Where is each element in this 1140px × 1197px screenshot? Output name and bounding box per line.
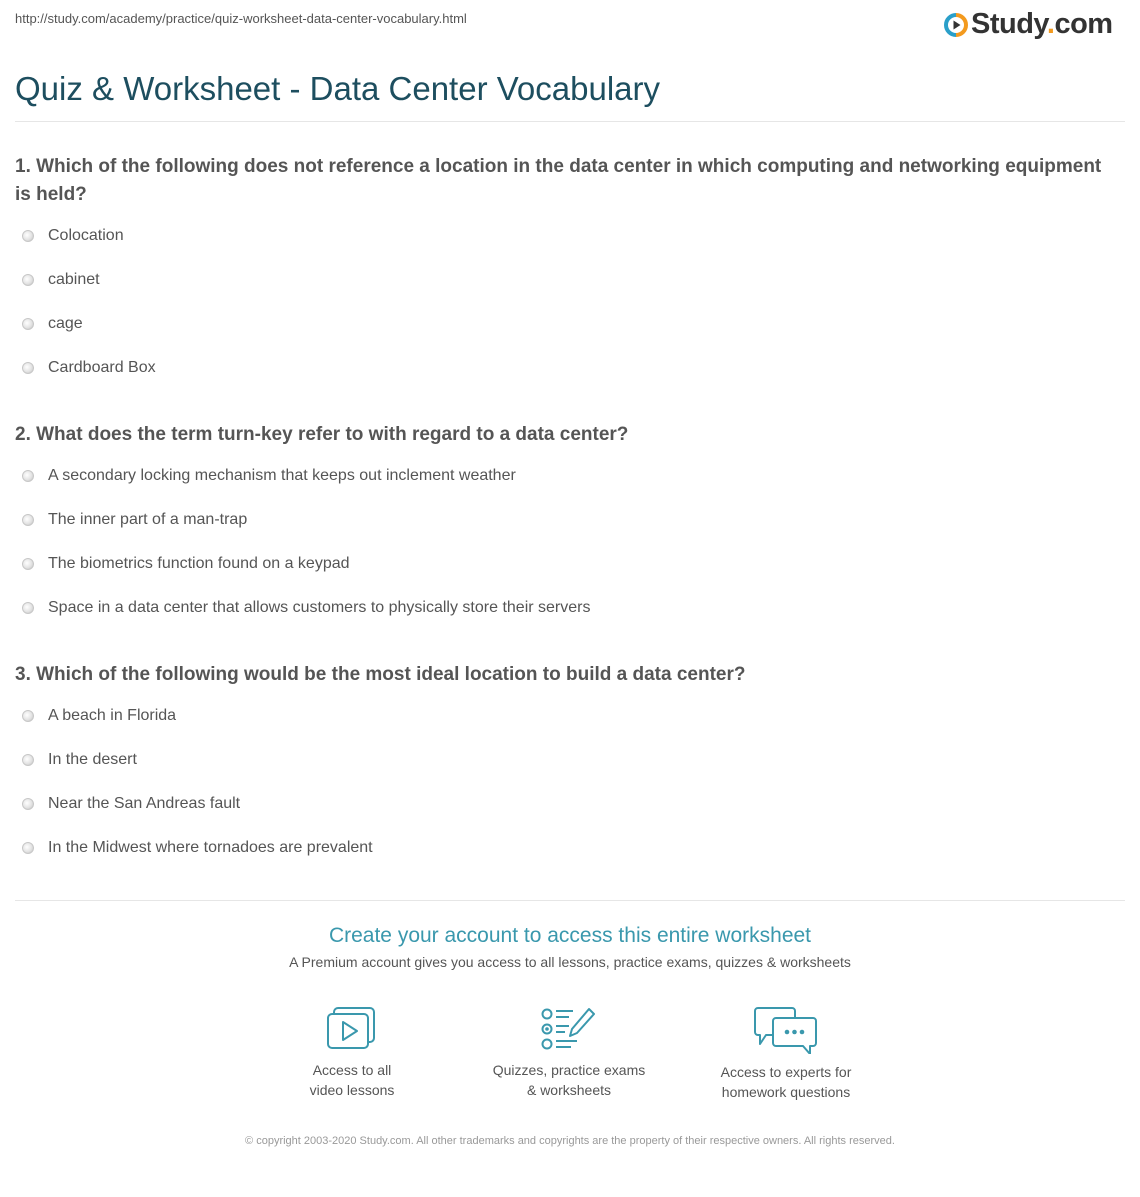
option-label: The biometrics function found on a keypad — [48, 555, 350, 572]
option-label: Near the San Andreas fault — [48, 795, 241, 812]
feature-label: Access to experts for — [720, 1064, 852, 1080]
option[interactable] — [22, 707, 176, 725]
option[interactable] — [22, 599, 590, 617]
question-3: 3. Which of the following would be the most ideal location to build a data center? — [15, 664, 746, 685]
option[interactable] — [22, 511, 247, 529]
quiz-checklist-icon — [541, 1006, 597, 1052]
feature-label: video lessons — [309, 1082, 395, 1098]
option[interactable] — [22, 227, 124, 245]
radio-button[interactable] — [22, 230, 34, 242]
option-label: cage — [48, 315, 83, 332]
radio-button[interactable] — [22, 842, 34, 854]
question-1: 1. Which of the following does not reference a location in the data center in which computing and networking equipment is held? — [15, 156, 1102, 205]
feature-quizzes — [479, 1006, 659, 1100]
option-label: Space in a data center that allows customers to physically store their servers — [48, 599, 591, 616]
radio-button[interactable] — [22, 602, 34, 614]
chat-bubbles-icon — [754, 1006, 818, 1054]
feature-video-lessons — [262, 1006, 442, 1100]
radio-button[interactable] — [22, 318, 34, 330]
option-label: Cardboard Box — [48, 359, 156, 376]
radio-button[interactable] — [22, 754, 34, 766]
feature-label: homework questions — [721, 1084, 851, 1100]
feature-label: Quizzes, practice exams — [492, 1062, 646, 1078]
option[interactable] — [22, 795, 240, 813]
option[interactable] — [22, 751, 137, 769]
feature-label: & worksheets — [526, 1082, 612, 1098]
radio-button[interactable] — [22, 558, 34, 570]
option-label: The inner part of a man-trap — [48, 511, 248, 528]
radio-button[interactable] — [22, 362, 34, 374]
study-logo[interactable] — [944, 8, 1113, 41]
option[interactable] — [22, 467, 516, 485]
option-label: Colocation — [48, 227, 124, 244]
option-label: A beach in Florida — [48, 707, 177, 724]
logo-text: Study.com — [971, 8, 1113, 40]
page-url: http://study.com/academy/practice/quiz-worksheet-data-center-vocabulary.html — [15, 11, 467, 26]
cta-title[interactable]: Create your account to access this entire worksheet — [328, 924, 812, 947]
page-title: Quiz & Worksheet - Data Center Vocabulary — [15, 70, 661, 107]
option-label: In the desert — [48, 751, 137, 768]
divider — [15, 121, 1125, 122]
radio-button[interactable] — [22, 274, 34, 286]
play-circle-icon — [944, 13, 968, 37]
option[interactable] — [22, 839, 373, 857]
feature-label: Access to all — [312, 1062, 392, 1078]
copyright: © copyright 2003-2020 Study.com. All other trademarks and copyrights are the property of their respective owners. All rights reserved. — [245, 1135, 895, 1147]
radio-button[interactable] — [22, 470, 34, 482]
video-lessons-icon — [326, 1006, 378, 1052]
option[interactable] — [22, 555, 350, 573]
option-label: A secondary locking mechanism that keeps out inclement weather — [48, 467, 516, 484]
option-label: cabinet — [48, 271, 100, 288]
feature-experts — [696, 1006, 876, 1102]
divider — [15, 900, 1125, 901]
radio-button[interactable] — [22, 710, 34, 722]
option[interactable] — [22, 359, 156, 377]
question-2: 2. What does the term turn-key refer to with regard to a data center? — [15, 424, 629, 445]
radio-button[interactable] — [22, 514, 34, 526]
option-label: In the Midwest where tornadoes are prevalent — [48, 839, 373, 856]
option[interactable] — [22, 271, 100, 289]
radio-button[interactable] — [22, 798, 34, 810]
cta-subtitle: A Premium account gives you access to all lessons, practice exams, quizzes & worksheets — [289, 954, 851, 970]
option[interactable] — [22, 315, 83, 333]
